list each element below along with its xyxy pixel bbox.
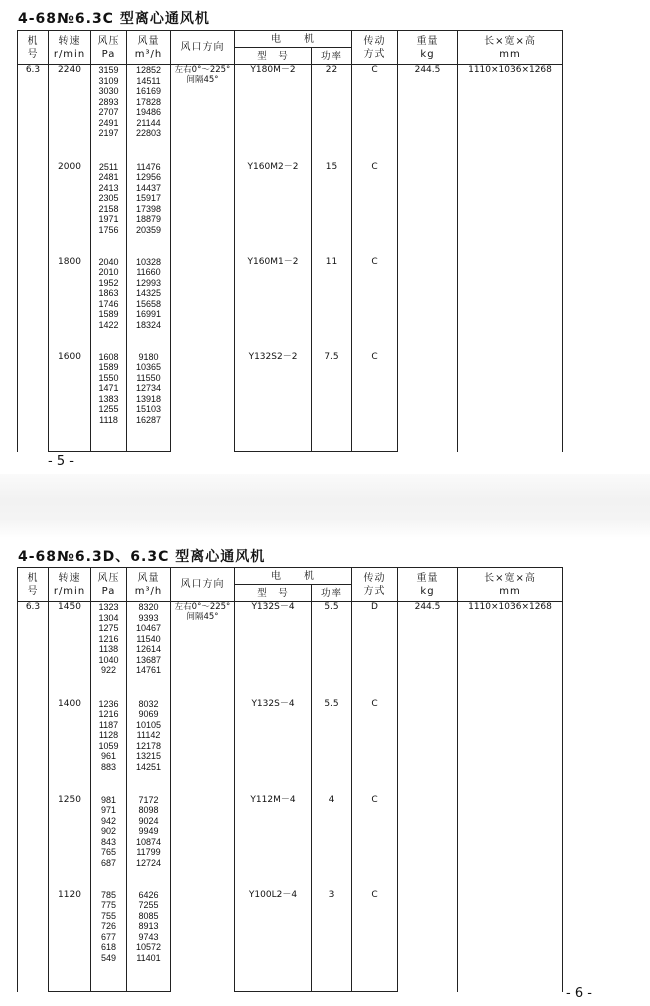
page-title: 4-68№6.3C 型离心通风机: [18, 11, 210, 27]
outlet-direction-cell: 左右0°～225° 间隔45°: [171, 602, 235, 992]
speed-cell: 1250: [49, 795, 91, 890]
motor-power-cell: 3: [312, 890, 352, 992]
flow-cell: 6426 7255 8085 8913 9743 10572 11401: [127, 890, 171, 992]
table-row: [18, 65, 563, 162]
pressure-cell: 2511 2481 2413 2305 2158 1971 1756: [91, 162, 127, 257]
motor-power-cell: 15: [312, 162, 352, 257]
page-number: - 6 -: [566, 986, 592, 1001]
drive-cell: C: [352, 162, 398, 257]
header-flow: 风量 m³/h: [127, 568, 171, 602]
machine-no-cell: 6.3: [18, 65, 49, 452]
fan-spec-table: [17, 30, 563, 452]
drive-cell: C: [352, 65, 398, 162]
page-number: - 5 -: [48, 454, 74, 469]
header-outlet-direction: 风口方向: [171, 568, 235, 602]
motor-power-cell: 4: [312, 795, 352, 890]
flow-cell: 11476 12956 14437 15917 17398 18879 20359: [127, 162, 171, 257]
header-dimensions: 长×宽×高 mm: [458, 568, 563, 602]
pressure-cell: 3159 3109 3030 2893 2707 2491 2197: [91, 65, 127, 162]
motor-model-cell: Y132S－4: [235, 699, 312, 795]
header-speed: 转速 r/min: [49, 31, 91, 65]
drive-cell: D: [352, 602, 398, 699]
motor-power-cell: 22: [312, 65, 352, 162]
weight-cell: 244.5: [398, 602, 458, 992]
drive-cell: C: [352, 699, 398, 795]
motor-model-cell: Y160M2－2: [235, 162, 312, 257]
header-motor-model: 型 号: [235, 48, 312, 65]
pressure-cell: 785 775 755 726 677 618 549: [91, 890, 127, 992]
header-dimensions: 长×宽×高 mm: [458, 31, 563, 65]
table-row: [18, 602, 563, 699]
flow-cell: 7172 8098 9024 9949 10874 11799 12724: [127, 795, 171, 890]
drive-cell: C: [352, 352, 398, 452]
flow-cell: 9180 10365 11550 12734 13918 15103 16287: [127, 352, 171, 452]
pressure-cell: 1608 1589 1550 1471 1383 1255 1118: [91, 352, 127, 452]
machine-no-cell: 6.3: [18, 602, 49, 992]
header-pressure: 风压 Pa: [91, 31, 127, 65]
header-motor-power: 功率: [312, 48, 352, 65]
header-motor-power: 功率: [312, 585, 352, 602]
header-motor: 电 机: [235, 31, 352, 48]
pressure-cell: 981 971 942 902 843 765 687: [91, 795, 127, 890]
motor-power-cell: 5.5: [312, 602, 352, 699]
pressure-cell: 1236 1216 1187 1128 1059 961 883: [91, 699, 127, 795]
motor-power-cell: 5.5: [312, 699, 352, 795]
speed-cell: 2000: [49, 162, 91, 257]
page-gap: [0, 474, 650, 538]
dimensions-cell: 1110×1036×1268: [458, 65, 563, 452]
header-drive: 传动 方式: [352, 568, 398, 602]
header-pressure: 风压 Pa: [91, 568, 127, 602]
motor-model-cell: Y100L2－4: [235, 890, 312, 992]
speed-cell: 2240: [49, 65, 91, 162]
fan-spec-table: [17, 567, 563, 992]
motor-model-cell: Y180M－2: [235, 65, 312, 162]
header-drive: 传动 方式: [352, 31, 398, 65]
motor-model-cell: Y112M－4: [235, 795, 312, 890]
drive-cell: C: [352, 257, 398, 352]
flow-cell: 8320 9393 10467 11540 12614 13687 14761: [127, 602, 171, 699]
motor-model-cell: Y132S－4: [235, 602, 312, 699]
speed-cell: 1600: [49, 352, 91, 452]
speed-cell: 1800: [49, 257, 91, 352]
header-weight: 重量 kg: [398, 31, 458, 65]
flow-cell: 12852 14511 16169 17828 19486 21144 22803: [127, 65, 171, 162]
drive-cell: C: [352, 795, 398, 890]
drive-cell: C: [352, 890, 398, 992]
header-outlet-direction: 风口方向: [171, 31, 235, 65]
flow-cell: 8032 9069 10105 11142 12178 13215 14251: [127, 699, 171, 795]
speed-cell: 1450: [49, 602, 91, 699]
outlet-direction-cell: 左右0°～225° 间隔45°: [171, 65, 235, 452]
header-machine-no: 机 号: [18, 568, 49, 602]
header-flow: 风量 m³/h: [127, 31, 171, 65]
speed-cell: 1120: [49, 890, 91, 992]
pressure-cell: 2040 2010 1952 1863 1746 1589 1422: [91, 257, 127, 352]
motor-power-cell: 11: [312, 257, 352, 352]
dimensions-cell: 1110×1036×1268: [458, 602, 563, 992]
pressure-cell: 1323 1304 1275 1216 1138 1040 922: [91, 602, 127, 699]
flow-cell: 10328 11660 12993 14325 15658 16991 18324: [127, 257, 171, 352]
header-machine-no: 机 号: [18, 31, 49, 65]
speed-cell: 1400: [49, 699, 91, 795]
motor-model-cell: Y160M1－2: [235, 257, 312, 352]
motor-model-cell: Y132S2－2: [235, 352, 312, 452]
header-weight: 重量 kg: [398, 568, 458, 602]
page-title: 4-68№6.3D、6.3C 型离心通风机: [18, 549, 266, 565]
header-motor-model: 型 号: [235, 585, 312, 602]
weight-cell: 244.5: [398, 65, 458, 452]
header-motor: 电 机: [235, 568, 352, 585]
motor-power-cell: 7.5: [312, 352, 352, 452]
header-speed: 转速 r/min: [49, 568, 91, 602]
